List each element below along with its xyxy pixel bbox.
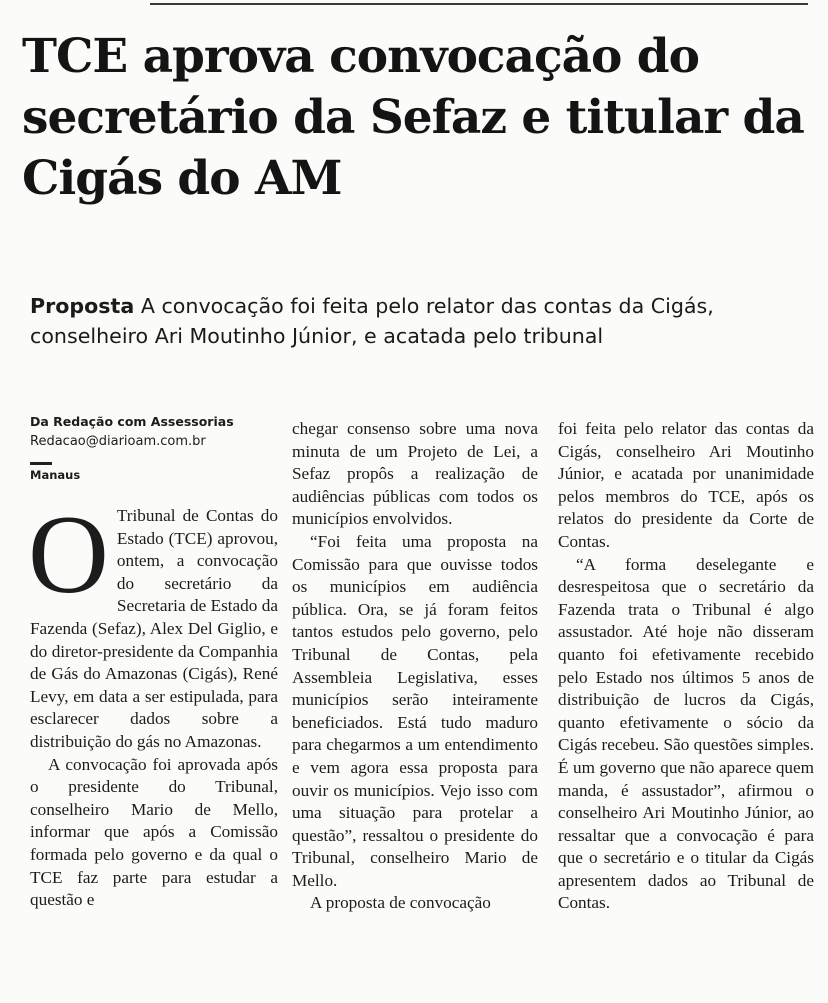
paragraph-4-continued: foi feita pelo relator das contas da Cigás, conselheiro Ari Moutinho Júnior, e acatada por unanimidade pelos membros do TCE, após os relatos do presidente da Corte de Contas.	[558, 419, 814, 551]
column-1	[30, 412, 278, 912]
paragraph-1-text: Tribunal de Contas do Estado (TCE) aprovou, ontem, a convocação do secretário da Secretaria de Estado da Fazenda (Sefaz), Alex Del Giglio, e do diretor-presidente da Companhia de Gás do Amazonas (Cigás), René Levy, em data a ser estipulada, para esclarecer dados sobre a distribuição do gás no Amazonas.	[30, 506, 278, 751]
paragraph-2: A convocação foi aprovada após o presidente do Tribunal, conselheiro Mario de Mello, informar que após a Comissão formada pelo governo e da qual o TCE faz parte para estudar a questão e	[30, 754, 278, 910]
byline: Da Redação com Assessorias	[30, 414, 234, 429]
dek-label: Proposta	[30, 294, 135, 318]
section-label: Manaus	[30, 468, 81, 482]
dropcap: O	[28, 493, 109, 617]
paragraph-5: “A forma deselegante e desrespeitosa que o secretário da Fazenda trata o Tribunal é algo assustador. Até hoje não disseram quanto foi efetivamente recebido pelo Estado nos últimos 5 anos de distribuição de lucros da Cigás, quanto efetivamente o sócio da Cigás recebeu. São questões simples. É um governo que não aparece quem manda, é assustador”, afirmou o conselheiro Ari Moutinho Júnior, ao ressaltar que a convocação é para que o secretário e o titular da Cigás apresentem dados ao Tribunal de Contas.	[558, 554, 814, 913]
paragraph-lead	[28, 493, 278, 754]
headline: TCE aprova convocação do secretário da Sefaz e titular da Cigás do AM	[22, 29, 804, 206]
column-2	[292, 418, 538, 915]
section-rule	[30, 462, 52, 465]
paragraph-3: “Foi feita uma proposta na Comissão para que ouvisse todos os municípios em audiência pública. Ora, se já foram feitos tantos estudos pelo governo, pelo Tribunal de Contas, pela Assembleia Legislativa, esses municípios serão inteiramente beneficiados. Está tudo maduro para chegarmos a um entendimento e vem agora essa proposta para ouvir os municípios. Vejo isso com uma situação para protelar a questão”, ressaltou o presidente do Tribunal, conselheiro Mario de Mello.	[292, 531, 538, 890]
paragraph-2-continued: chegar consenso sobre uma nova minuta de um Projeto de Lei, a Sefaz propôs a realização de audiências públicas com todos os municípios envolvidos.	[292, 419, 538, 529]
dek-text: A convocação foi feita pelo relator das contas da Cigás, conselheiro Ari Moutinho Júnior, e acatada pelo tribunal	[30, 294, 714, 348]
paragraph-4: A proposta de convocação	[310, 893, 491, 913]
author-email: Redacao@diarioam.com.br	[30, 434, 206, 449]
column-3	[558, 418, 814, 915]
top-rule	[150, 3, 808, 5]
dek	[30, 291, 820, 351]
